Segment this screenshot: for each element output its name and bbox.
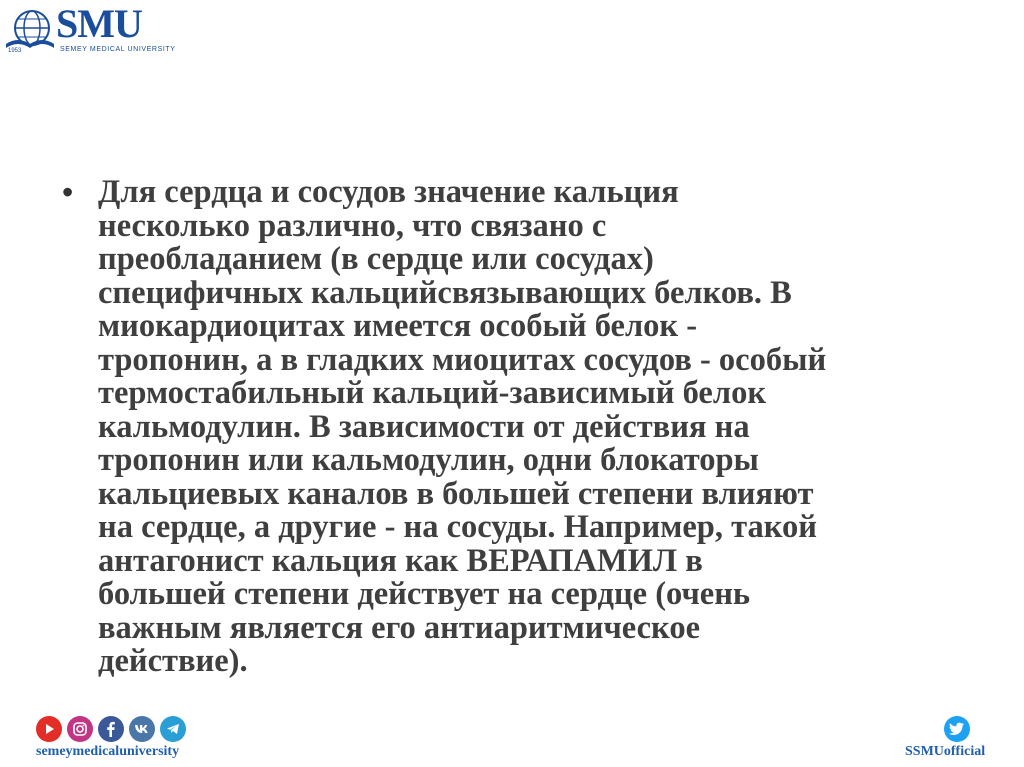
social-handle-right[interactable]: SSMUofficial <box>905 744 986 759</box>
paragraph-line: преобладанием (в сердце или сосудах) <box>98 241 654 277</box>
social-handle-left[interactable]: semeymedicaluniversity <box>36 744 180 759</box>
paragraph-line: специфичных кальцийсвязывающих белков. В <box>98 274 792 311</box>
body-paragraph <box>98 176 972 679</box>
paragraph-line: Для сердца и сосудов значение кальция <box>98 174 679 210</box>
twitter-icon[interactable] <box>944 716 970 742</box>
paragraph-line: кальциевых каналов в большей степени влияют <box>98 475 814 512</box>
bullet-item <box>62 176 972 679</box>
paragraph-line: кальмодулин. В зависимости от действия на <box>98 408 750 445</box>
logo-subtitle: SEMEY MEDICAL UNIVERSITY <box>60 46 176 53</box>
paragraph-line: на сердце, а другие - на сосуды. Например, такой <box>98 509 817 545</box>
vk-icon[interactable] <box>129 716 155 742</box>
paragraph-line: миокардиоцитах имеется особый белок - <box>98 308 698 344</box>
social-links <box>36 716 186 746</box>
logo-year: 1953 <box>8 48 22 54</box>
logo-text: SMU <box>56 1 142 46</box>
paragraph-line: несколько различно, что связано с <box>98 207 607 244</box>
paragraph-line: действие). <box>98 643 248 679</box>
paragraph-line: антагонист кальция как ВЕРАПАМИЛ в <box>98 542 703 579</box>
smu-logo <box>4 1 176 58</box>
paragraph-line: большей степени действует на сердце (очень <box>98 576 751 612</box>
bullet-marker: • <box>62 174 74 210</box>
paragraph-line: тропонин или кальмодулин, одни блокаторы <box>98 442 759 478</box>
paragraph-line: термостабильный кальций-зависимый белок <box>98 375 767 411</box>
facebook-icon[interactable] <box>98 716 124 742</box>
twitter-link <box>944 716 970 742</box>
telegram-icon[interactable] <box>160 716 186 742</box>
youtube-icon[interactable] <box>36 716 62 742</box>
instagram-icon[interactable] <box>67 716 93 742</box>
slide-content <box>62 176 972 679</box>
header-bar <box>0 0 1024 62</box>
paragraph-line: тропонин, а в гладких миоцитах сосудов - особый <box>98 341 827 378</box>
paragraph-line: важным является его антиаритмическое <box>98 609 701 646</box>
